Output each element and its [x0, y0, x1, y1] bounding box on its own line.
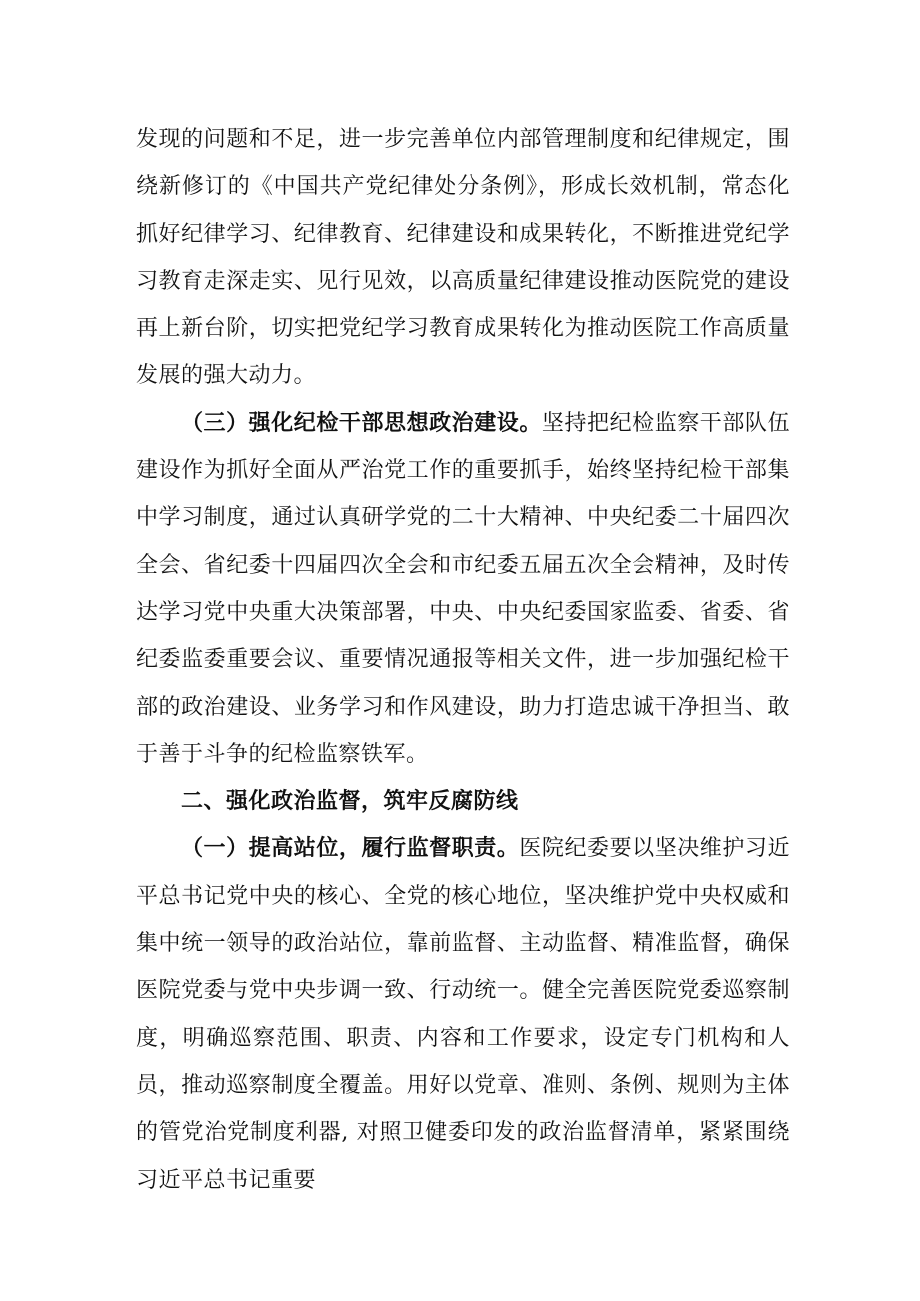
- paragraph-subsection-3: [136, 400, 790, 778]
- section-heading: [136, 778, 790, 825]
- subsection-lead: （三）强化纪检干部思想政治建设。: [181, 409, 542, 436]
- paragraph-text: 医院纪委要以坚决维护习近平总书记党中央的核心、全党的核心地位，坚决维护党中央权威和集中统一领导的政治站位，靠前监督、主动监督、精准监督，确保医院党委与党中央步调一致、行动统一。健全完善医院党委巡察制度，明确巡察范围、职责、内容和工作要求，设定专门机构和人员，推动巡察制度全覆盖。用好以党章、准则、条例、规则为主体的管党治党制度利器, 对照卫健委印发的政治监督清单，紧紧围绕习近平总书记重要: [136, 836, 790, 1193]
- paragraph-text: 坚持把纪检监察干部队伍建设作为抓好全面从严治党工作的重要抓手，始终坚持纪检干部集中学习制度，通过认真研学党的二十大精神、中央纪委二十届四次全会、省纪委十四届四次全会和市纪委五届五次全会精神，及时传达学习党中央重大决策部署，中央、中央纪委国家监委、省委、省纪委监委重要会议、重要情况通报等相关文件，进一步加强纪检干部的政治建设、业务学习和作风建设，助力打造忠诚干净担当、敢于善于斗争的纪检监察铁军。: [136, 410, 790, 767]
- subsection-lead: （一）提高站位，履行监督职责。: [181, 835, 520, 862]
- paragraph-continuation: [136, 116, 790, 400]
- document-body: [136, 116, 790, 1204]
- section-heading-text: 二、强化政治监督，筑牢反腐防线: [181, 788, 519, 815]
- paragraph-text: 发现的问题和不足，进一步完善单位内部管理制度和纪律规定，围绕新修订的《中国共产党纪律处分条例》，形成长效机制，常态化抓好纪律学习、纪律教育、纪律建设和成果转化，不断推进党纪学习教育走深走实、见行见效，以高质量纪律建设推动医院党的建设再上新台阶，切实把党纪学习教育成果转化为推动医院工作高质量发展的强大动力。: [136, 127, 790, 389]
- paragraph-subsection-1: [136, 825, 790, 1203]
